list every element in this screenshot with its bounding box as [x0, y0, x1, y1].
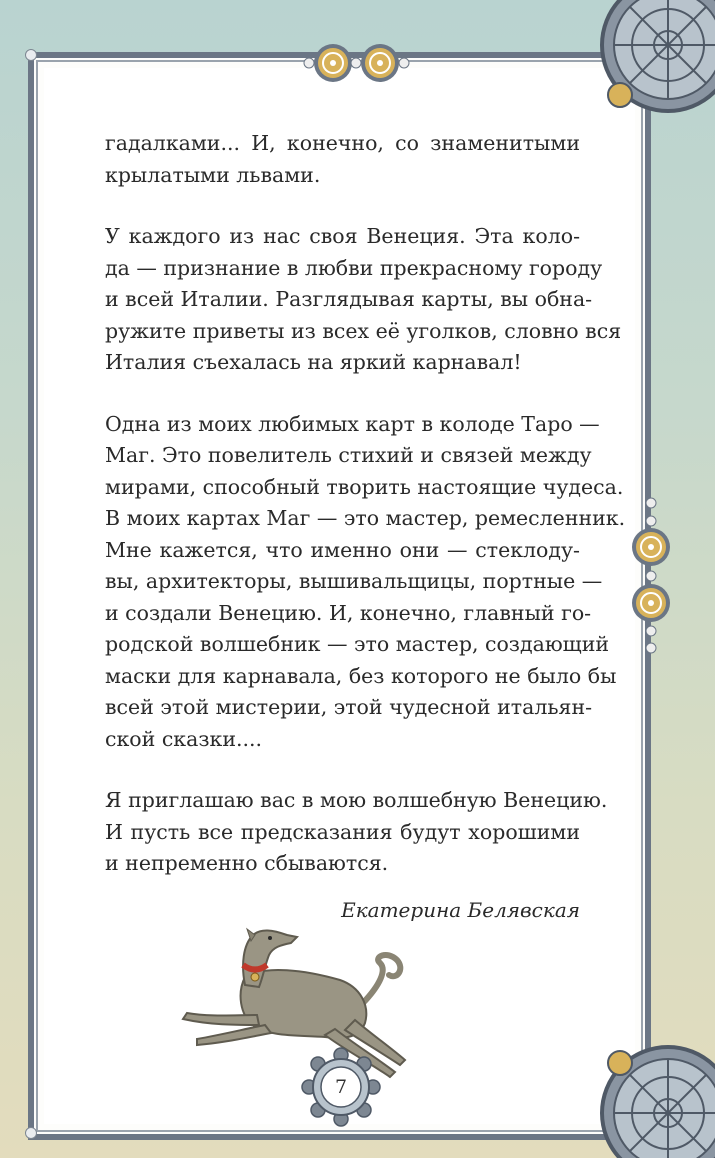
text-line: Маг. Это повелитель стихий и связей между — [105, 443, 592, 467]
corner-gem — [25, 49, 37, 61]
text-line: Мне кажется, что именно они — стеклоду- — [105, 537, 580, 562]
rosette-icon — [314, 44, 352, 82]
page-number-medallion — [300, 1046, 382, 1128]
rose-window-bottom-right — [598, 1040, 715, 1158]
text-line: мирами, способный творить настоящие чудеса. — [105, 474, 624, 499]
text-line: крылатыми львами. — [105, 162, 321, 187]
paragraph — [105, 221, 622, 379]
text-line: ружите приветы из всех её уголков, словно вся — [105, 318, 622, 343]
body-text — [105, 128, 626, 910]
corner-gem — [25, 1127, 37, 1139]
text-line: В моих картах Маг — это мастер, ремесленник. — [105, 506, 626, 530]
text-line: Я приглашаю вас в мою волшебную Венецию. — [105, 788, 608, 812]
text-line: У каждого из нас своя Венеция. Эта коло- — [105, 224, 580, 248]
text-line: маски для карнавала, без которого не было бы — [105, 663, 617, 688]
text-line: и создали Венецию. И, конечно, главный го- — [105, 600, 592, 625]
text-line: и всей Италии. Разглядывая карты, вы обна- — [105, 287, 593, 311]
text-line: Одна из моих любимых карт в колоде Таро — — [105, 411, 600, 436]
text-line: и непременно сбываются. — [105, 851, 389, 875]
text-line: И пусть все предсказания будут хорошими — [105, 819, 580, 844]
rosette-icon — [632, 584, 670, 622]
text-line: ской сказки.... — [105, 726, 263, 751]
text-line: родской волшебник — это мастер, создающий — [105, 632, 610, 656]
paragraph — [105, 785, 608, 880]
paragraph — [105, 128, 580, 191]
rosette-icon — [632, 528, 670, 566]
text-line: да — признание в любви прекрасному городу — [105, 255, 603, 280]
text-line: гадалками... И, конечно, со знаменитыми — [105, 131, 580, 155]
rosette-icon — [361, 44, 399, 82]
paragraph — [105, 409, 626, 756]
text-line: Италия съехалась на яркий карнавал! — [105, 350, 522, 374]
text-line: вы, архитекторы, вышивальщицы, портные — — [105, 569, 603, 593]
side-rosette-ornament — [626, 495, 676, 655]
page-number: 7 — [334, 1076, 348, 1098]
rose-window-top-right — [598, 0, 715, 118]
text-line: всей этой мистерии, этой чудесной итальян- — [105, 695, 593, 719]
top-rosette-ornament — [300, 40, 420, 86]
author-signature: Екатерина Белявская — [341, 898, 580, 922]
